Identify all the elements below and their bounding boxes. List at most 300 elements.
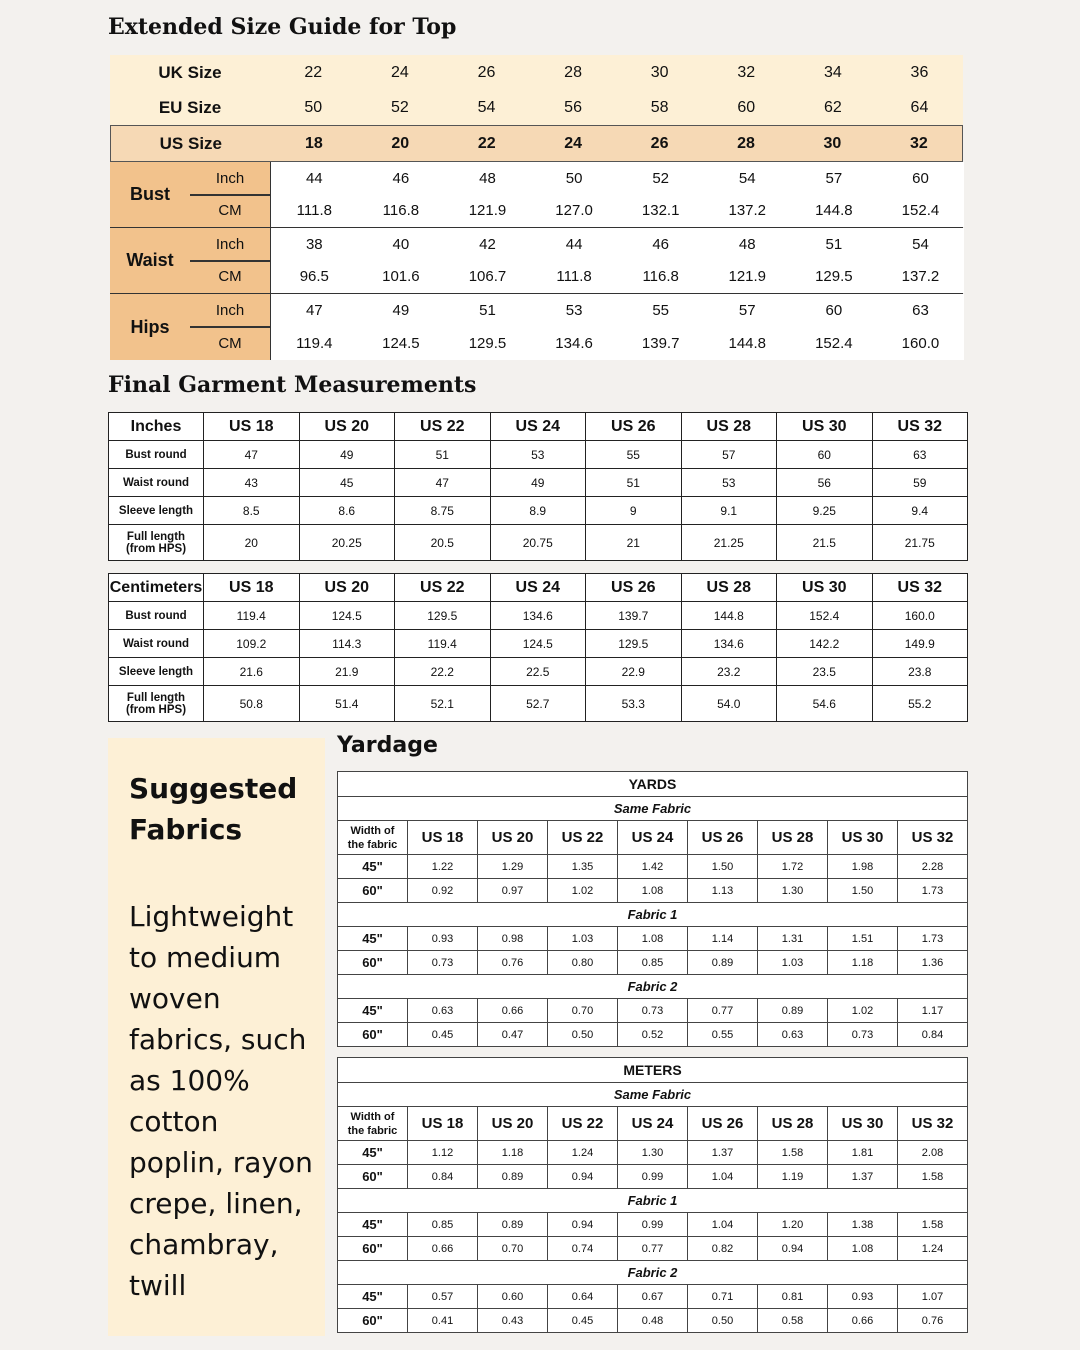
table-cell: 0.67 bbox=[618, 1285, 688, 1309]
table-row bbox=[338, 1309, 968, 1333]
size-value: 32 bbox=[737, 63, 756, 81]
size-header: US 24 bbox=[618, 1107, 688, 1141]
table-cell: 0.89 bbox=[478, 1213, 548, 1237]
measurement-values-cm bbox=[271, 261, 964, 294]
table-cell: 0.94 bbox=[548, 1213, 618, 1237]
size-header: US 30 bbox=[828, 1107, 898, 1141]
size-header: US 20 bbox=[299, 413, 395, 441]
measurement-value: 144.8 bbox=[815, 202, 853, 220]
table-cell: 60 bbox=[777, 441, 873, 469]
table-cell: 1.29 bbox=[478, 855, 548, 879]
table-cell: 0.58 bbox=[758, 1309, 828, 1333]
size-value: 18 bbox=[304, 134, 323, 152]
size-header: US 18 bbox=[204, 574, 300, 602]
measurement-values-cm bbox=[271, 327, 964, 360]
unit-label-inch: Inch bbox=[215, 302, 245, 319]
size-value: 24 bbox=[390, 63, 409, 81]
yardage-title: Yardage bbox=[337, 733, 438, 758]
suggested-fabrics-panel bbox=[108, 738, 325, 1336]
measurement-group-bust bbox=[110, 162, 963, 228]
table-cell: 1.73 bbox=[898, 879, 968, 903]
table-row bbox=[338, 855, 968, 879]
measurement-value: 134.6 bbox=[555, 335, 593, 352]
table-cell: 0.76 bbox=[898, 1309, 968, 1333]
fabric-text-line: as 100% bbox=[129, 1064, 250, 1097]
table-cell: 0.55 bbox=[688, 1023, 758, 1047]
table-cell: 0.50 bbox=[548, 1023, 618, 1047]
size-header: US 32 bbox=[898, 821, 968, 855]
measurement-value: 49 bbox=[392, 302, 410, 319]
row-label: Full length (from HPS) bbox=[109, 525, 204, 561]
table-cell: 1.35 bbox=[548, 855, 618, 879]
size-header: US 18 bbox=[408, 1107, 478, 1141]
table-cell: 59 bbox=[872, 469, 968, 497]
size-value: 24 bbox=[564, 134, 583, 152]
size-header: US 30 bbox=[777, 574, 873, 602]
measurement-value: 46 bbox=[392, 169, 410, 187]
table-cell: 0.57 bbox=[408, 1285, 478, 1309]
table-cell: 0.89 bbox=[478, 1165, 548, 1189]
yardage-unit-header: METERS bbox=[338, 1058, 968, 1083]
table-cell: 1.02 bbox=[828, 999, 898, 1023]
divider bbox=[190, 260, 270, 262]
size-value: 28 bbox=[737, 134, 755, 152]
size-header: US 32 bbox=[872, 413, 968, 441]
fabric-text-line: crepe, linen, bbox=[129, 1187, 303, 1220]
table-cell: 0.89 bbox=[688, 951, 758, 975]
table-cell: 1.42 bbox=[618, 855, 688, 879]
size-header: US 24 bbox=[618, 821, 688, 855]
table-cell: 0.85 bbox=[408, 1213, 478, 1237]
measurement-value: 96.5 bbox=[299, 268, 329, 286]
table-cell: 1.50 bbox=[828, 879, 898, 903]
table-cell: 8.75 bbox=[395, 497, 491, 525]
table-row bbox=[338, 1285, 968, 1309]
size-row-us bbox=[110, 125, 963, 162]
table-row bbox=[338, 1213, 968, 1237]
size-value: 28 bbox=[564, 63, 582, 81]
final-measurements-title: Final Garment Measurements bbox=[108, 372, 477, 398]
table-cell: 119.4 bbox=[204, 602, 300, 630]
fabric-section-header: Fabric 2 bbox=[338, 975, 968, 999]
measurement-value: 116.8 bbox=[642, 268, 679, 286]
table-cell: 9.4 bbox=[872, 497, 968, 525]
fabric-text-line: to medium bbox=[129, 941, 282, 974]
divider bbox=[190, 326, 270, 328]
size-header: US 30 bbox=[828, 821, 898, 855]
table-cell: 22.2 bbox=[395, 658, 491, 686]
table-cell: 1.58 bbox=[758, 1141, 828, 1165]
measurement-value: 137.2 bbox=[901, 268, 940, 286]
table-cell: 0.48 bbox=[618, 1309, 688, 1333]
size-row-label: EU Size bbox=[158, 97, 222, 117]
table-cell: 0.77 bbox=[618, 1237, 688, 1261]
table-cell: 1.24 bbox=[898, 1237, 968, 1261]
row-label: Sleeve length bbox=[109, 497, 204, 525]
table-cell: 1.14 bbox=[688, 927, 758, 951]
table-cell: 51 bbox=[586, 469, 682, 497]
table-cell: 0.45 bbox=[408, 1023, 478, 1047]
measurement-value: 53 bbox=[565, 302, 583, 319]
final-measurements-inches-table bbox=[108, 412, 968, 561]
table-cell: 0.98 bbox=[478, 927, 548, 951]
measurement-values-cm bbox=[271, 195, 964, 228]
table-row bbox=[109, 602, 968, 630]
table-cell: 1.58 bbox=[898, 1213, 968, 1237]
row-label: Bust round bbox=[109, 441, 204, 469]
table-cell: 20.25 bbox=[299, 525, 395, 561]
measurement-value: 132.1 bbox=[641, 202, 680, 220]
measurement-value: 46 bbox=[652, 235, 670, 253]
table-cell: 142.2 bbox=[777, 630, 873, 658]
table-cell: 0.70 bbox=[478, 1237, 548, 1261]
measurement-value: 129.5 bbox=[815, 268, 853, 286]
size-row-label: US Size bbox=[159, 133, 223, 153]
table-cell: 22.9 bbox=[586, 658, 682, 686]
measurement-value: 139.7 bbox=[641, 335, 680, 352]
measurement-value: 44 bbox=[565, 235, 583, 253]
measurement-values-inch bbox=[271, 162, 964, 195]
size-header: US 26 bbox=[586, 574, 682, 602]
measurement-value: 63 bbox=[912, 302, 929, 319]
yardage-yards-table bbox=[337, 771, 968, 1047]
measurement-name: Waist bbox=[126, 250, 174, 270]
size-value: 22 bbox=[477, 134, 496, 152]
measurement-value: 129.5 bbox=[468, 335, 507, 352]
table-cell: 21.25 bbox=[681, 525, 777, 561]
table-row bbox=[338, 1023, 968, 1047]
size-header: US 22 bbox=[548, 1107, 618, 1141]
table-cell: 134.6 bbox=[490, 602, 586, 630]
table-cell: 21.9 bbox=[299, 658, 395, 686]
size-header: US 24 bbox=[490, 413, 586, 441]
table-cell: 1.07 bbox=[898, 1285, 968, 1309]
table-cell: 0.92 bbox=[408, 879, 478, 903]
fabric-text-line: twill bbox=[129, 1269, 187, 1302]
fabric-width: 45" bbox=[338, 1141, 408, 1165]
table-cell: 1.03 bbox=[758, 951, 828, 975]
table-cell: 0.99 bbox=[618, 1213, 688, 1237]
fabric-text-line: chambray, bbox=[129, 1228, 279, 1261]
width-label: Width of the fabric bbox=[338, 1107, 408, 1141]
table-cell: 1.19 bbox=[758, 1165, 828, 1189]
size-value: 26 bbox=[477, 63, 496, 81]
measurement-value: 42 bbox=[479, 235, 496, 253]
table-cell: 20.75 bbox=[490, 525, 586, 561]
fabric-width: 60" bbox=[338, 879, 408, 903]
table-cell: 0.93 bbox=[408, 927, 478, 951]
table-cell: 1.24 bbox=[548, 1141, 618, 1165]
row-label: Waist round bbox=[109, 630, 204, 658]
measurement-value: 106.7 bbox=[468, 268, 507, 286]
table-cell: 21.5 bbox=[777, 525, 873, 561]
suggested-fabrics-text bbox=[129, 896, 315, 1306]
measurement-group-hips bbox=[110, 294, 963, 360]
table-cell: 1.08 bbox=[618, 927, 688, 951]
table-cell: 1.73 bbox=[898, 927, 968, 951]
table-cell: 124.5 bbox=[299, 602, 395, 630]
measurement-value: 52 bbox=[652, 169, 670, 187]
table-cell: 152.4 bbox=[777, 602, 873, 630]
measurement-value: 44 bbox=[305, 169, 323, 187]
table-cell: 0.66 bbox=[408, 1237, 478, 1261]
table-cell: 0.94 bbox=[548, 1165, 618, 1189]
final-measurements-cm-table bbox=[108, 573, 968, 722]
suggested-fabrics-title: Suggested Fabrics bbox=[129, 772, 298, 846]
size-value: 22 bbox=[304, 63, 323, 81]
table-cell: 1.18 bbox=[478, 1141, 548, 1165]
header-row bbox=[338, 1107, 968, 1141]
table-row bbox=[338, 951, 968, 975]
table-cell: 20.5 bbox=[395, 525, 491, 561]
size-value: 50 bbox=[304, 98, 323, 116]
table-cell: 22.5 bbox=[490, 658, 586, 686]
table-cell: 1.81 bbox=[828, 1141, 898, 1165]
table-cell: 51 bbox=[395, 441, 491, 469]
table-cell: 47 bbox=[204, 441, 300, 469]
measurement-value: 54 bbox=[912, 235, 929, 253]
size-row-label: UK Size bbox=[158, 62, 222, 82]
measurement-value: 121.9 bbox=[468, 202, 507, 220]
table-row bbox=[109, 469, 968, 497]
fabric-section-header: Fabric 2 bbox=[338, 1261, 968, 1285]
table-row bbox=[338, 927, 968, 951]
table-cell: 0.43 bbox=[478, 1309, 548, 1333]
table-cell: 0.70 bbox=[548, 999, 618, 1023]
size-header: US 22 bbox=[548, 821, 618, 855]
table-cell: 52.1 bbox=[395, 686, 491, 722]
fabric-text-line: woven bbox=[129, 982, 221, 1015]
table-cell: 0.73 bbox=[408, 951, 478, 975]
row-label: Bust round bbox=[109, 602, 204, 630]
table-cell: 1.30 bbox=[758, 879, 828, 903]
table-cell: 2.28 bbox=[898, 855, 968, 879]
table-cell: 0.89 bbox=[758, 999, 828, 1023]
table-cell: 1.37 bbox=[688, 1141, 758, 1165]
unit-label-cm: CM bbox=[218, 202, 242, 220]
table-row bbox=[338, 1141, 968, 1165]
size-header: US 18 bbox=[408, 821, 478, 855]
fabric-width: 60" bbox=[338, 951, 408, 975]
table-cell: 134.6 bbox=[681, 630, 777, 658]
measurement-value: 54 bbox=[738, 169, 756, 187]
table-cell: 0.85 bbox=[618, 951, 688, 975]
table-cell: 1.17 bbox=[898, 999, 968, 1023]
table-cell: 55.2 bbox=[872, 686, 968, 722]
table-cell: 0.81 bbox=[758, 1285, 828, 1309]
table-cell: 9.1 bbox=[681, 497, 777, 525]
table-cell: 1.30 bbox=[618, 1141, 688, 1165]
size-header: US 28 bbox=[758, 821, 828, 855]
size-header: US 24 bbox=[490, 574, 586, 602]
width-label: Width of the fabric bbox=[338, 821, 408, 855]
table-cell: 43 bbox=[204, 469, 300, 497]
table-cell: 23.8 bbox=[872, 658, 968, 686]
table-cell: 0.63 bbox=[408, 999, 478, 1023]
size-header: US 20 bbox=[299, 574, 395, 602]
table-cell: 1.50 bbox=[688, 855, 758, 879]
fabric-text-line: cotton bbox=[129, 1105, 219, 1138]
table-cell: 1.04 bbox=[688, 1213, 758, 1237]
table-cell: 0.71 bbox=[688, 1285, 758, 1309]
size-header: US 18 bbox=[204, 413, 300, 441]
unit-header: Inches bbox=[109, 413, 204, 441]
table-row bbox=[109, 525, 968, 561]
size-header: US 30 bbox=[777, 413, 873, 441]
table-cell: 0.60 bbox=[478, 1285, 548, 1309]
table-cell: 0.45 bbox=[548, 1309, 618, 1333]
unit-label-inch: Inch bbox=[215, 235, 245, 253]
table-row bbox=[338, 1165, 968, 1189]
table-cell: 1.51 bbox=[828, 927, 898, 951]
measurement-value: 127.0 bbox=[555, 202, 593, 220]
size-value: 62 bbox=[823, 98, 842, 116]
fabric-width: 45" bbox=[338, 1285, 408, 1309]
table-cell: 47 bbox=[395, 469, 491, 497]
measurement-value: 152.4 bbox=[901, 202, 940, 220]
table-cell: 63 bbox=[872, 441, 968, 469]
fabric-section-header: Fabric 1 bbox=[338, 903, 968, 927]
table-cell: 21.75 bbox=[872, 525, 968, 561]
fabric-text-line: poplin, rayon bbox=[129, 1146, 313, 1179]
fabric-width: 45" bbox=[338, 999, 408, 1023]
size-guide-title: Extended Size Guide for Top bbox=[108, 14, 457, 40]
table-cell: 57 bbox=[681, 441, 777, 469]
measurement-value: 51 bbox=[479, 302, 496, 319]
header-row bbox=[109, 574, 968, 602]
measurement-value: 50 bbox=[565, 169, 583, 187]
table-cell: 23.2 bbox=[681, 658, 777, 686]
table-cell: 21.6 bbox=[204, 658, 300, 686]
measurement-value: 47 bbox=[305, 302, 323, 319]
measurement-value: 160.0 bbox=[901, 335, 940, 352]
table-cell: 0.80 bbox=[548, 951, 618, 975]
table-cell: 0.73 bbox=[828, 1023, 898, 1047]
table-cell: 0.99 bbox=[618, 1165, 688, 1189]
size-header: US 20 bbox=[478, 821, 548, 855]
measurement-group-waist bbox=[110, 228, 963, 294]
table-cell: 1.08 bbox=[828, 1237, 898, 1261]
table-row bbox=[338, 879, 968, 903]
fabric-section-header: Fabric 1 bbox=[338, 1189, 968, 1213]
table-cell: 0.73 bbox=[618, 999, 688, 1023]
table-cell: 139.7 bbox=[586, 602, 682, 630]
table-cell: 114.3 bbox=[299, 630, 395, 658]
table-cell: 1.72 bbox=[758, 855, 828, 879]
table-cell: 129.5 bbox=[395, 602, 491, 630]
fabric-width: 60" bbox=[338, 1237, 408, 1261]
row-label: Waist round bbox=[109, 469, 204, 497]
table-cell: 1.37 bbox=[828, 1165, 898, 1189]
fabric-text-line: fabrics, such bbox=[129, 1023, 307, 1056]
unit-label-cm: CM bbox=[218, 335, 242, 352]
table-cell: 1.03 bbox=[548, 927, 618, 951]
size-value: 56 bbox=[564, 98, 582, 116]
size-header: US 26 bbox=[688, 821, 758, 855]
table-cell: 129.5 bbox=[586, 630, 682, 658]
table-cell: 1.04 bbox=[688, 1165, 758, 1189]
table-cell: 1.31 bbox=[758, 927, 828, 951]
table-cell: 20 bbox=[204, 525, 300, 561]
size-header: US 22 bbox=[395, 413, 491, 441]
measurement-values-inch bbox=[271, 228, 964, 261]
table-cell: 2.08 bbox=[898, 1141, 968, 1165]
size-value: 32 bbox=[909, 134, 928, 152]
measurement-value: 124.5 bbox=[382, 335, 420, 352]
table-cell: 1.38 bbox=[828, 1213, 898, 1237]
fabric-width: 60" bbox=[338, 1309, 408, 1333]
measurement-value: 55 bbox=[652, 302, 670, 319]
table-cell: 124.5 bbox=[490, 630, 586, 658]
measurement-value: 48 bbox=[738, 235, 756, 253]
header-row bbox=[109, 413, 968, 441]
size-value: 20 bbox=[391, 134, 410, 152]
table-row bbox=[338, 1237, 968, 1261]
table-cell: 1.58 bbox=[898, 1165, 968, 1189]
measurement-value: 116.8 bbox=[382, 202, 420, 220]
fabric-width: 60" bbox=[338, 1165, 408, 1189]
fabric-text-line: Lightweight bbox=[129, 900, 294, 933]
table-cell: 160.0 bbox=[872, 602, 968, 630]
size-value: 34 bbox=[823, 63, 842, 81]
measurement-value: 119.4 bbox=[296, 335, 333, 352]
measurement-value: 51 bbox=[825, 235, 843, 253]
table-cell: 1.22 bbox=[408, 855, 478, 879]
measurement-value: 111.8 bbox=[296, 202, 332, 220]
table-cell: 0.84 bbox=[408, 1165, 478, 1189]
size-header: US 28 bbox=[681, 574, 777, 602]
table-cell: 0.82 bbox=[688, 1237, 758, 1261]
table-cell: 55 bbox=[586, 441, 682, 469]
table-cell: 23.5 bbox=[777, 658, 873, 686]
table-cell: 0.50 bbox=[688, 1309, 758, 1333]
table-row bbox=[109, 658, 968, 686]
table-row bbox=[109, 686, 968, 722]
table-cell: 0.66 bbox=[828, 1309, 898, 1333]
size-value: 36 bbox=[910, 63, 929, 81]
size-header: US 32 bbox=[872, 574, 968, 602]
table-cell: 0.47 bbox=[478, 1023, 548, 1047]
measurement-value: 57 bbox=[738, 302, 756, 319]
measurement-name: Hips bbox=[130, 316, 170, 337]
table-cell: 51.4 bbox=[299, 686, 395, 722]
measurement-value: 48 bbox=[479, 169, 496, 187]
size-header: US 32 bbox=[898, 1107, 968, 1141]
table-cell: 0.66 bbox=[478, 999, 548, 1023]
table-cell: 8.9 bbox=[490, 497, 586, 525]
size-value: 26 bbox=[650, 134, 669, 152]
size-header: US 28 bbox=[681, 413, 777, 441]
table-cell: 0.52 bbox=[618, 1023, 688, 1047]
unit-header: Centimeters bbox=[109, 574, 204, 602]
table-cell: 53 bbox=[490, 441, 586, 469]
size-value: 64 bbox=[910, 98, 929, 116]
table-cell: 0.64 bbox=[548, 1285, 618, 1309]
measurement-values-inch bbox=[271, 294, 964, 327]
table-row bbox=[338, 999, 968, 1023]
measurement-value: 40 bbox=[392, 235, 410, 253]
size-header: US 26 bbox=[586, 413, 682, 441]
table-cell: 1.20 bbox=[758, 1213, 828, 1237]
table-cell: 149.9 bbox=[872, 630, 968, 658]
table-cell: 8.5 bbox=[204, 497, 300, 525]
table-cell: 52.7 bbox=[490, 686, 586, 722]
table-cell: 144.8 bbox=[681, 602, 777, 630]
unit-label-cm: CM bbox=[218, 268, 242, 286]
measurement-value: 111.8 bbox=[556, 268, 592, 286]
size-value: 52 bbox=[390, 98, 409, 116]
measurement-value: 152.4 bbox=[815, 335, 853, 352]
